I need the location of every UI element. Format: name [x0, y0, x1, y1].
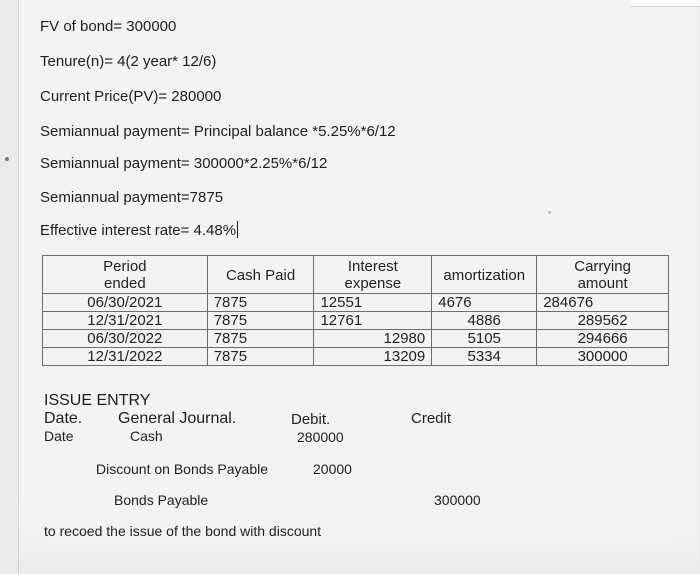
- cell-carrying: 289562: [537, 312, 669, 330]
- cell-carrying: 294666: [537, 330, 669, 348]
- header-period: Period ended: [43, 256, 208, 294]
- text-cursor: [237, 221, 238, 238]
- cell-amortization: 5334: [432, 348, 537, 366]
- header-amortization: amortization: [432, 256, 537, 294]
- cell-period: 06/30/2021: [43, 294, 208, 312]
- cell-cash: 7875: [207, 294, 314, 312]
- cell-interest: 12980: [314, 330, 432, 348]
- cell-cash: 7875: [207, 312, 314, 330]
- journal-date-label: Date: [44, 428, 74, 444]
- journal-cash-debit: 280000: [297, 429, 344, 445]
- semiannual-substitution-line: Semiannual payment= 300000*2.25%*6/12: [40, 155, 328, 172]
- amortization-table: [42, 255, 669, 366]
- journal-header-debit: Debit.: [291, 411, 331, 428]
- surface-speck: [548, 211, 551, 214]
- effective-rate-text: Effective interest rate= 4.48%: [40, 222, 237, 239]
- table-row: [43, 294, 669, 312]
- cell-amortization: 4886: [432, 312, 537, 330]
- effective-rate-line: [40, 221, 238, 239]
- cell-carrying: 284676: [537, 294, 669, 312]
- journal-bonds-account: Bonds Payable: [114, 492, 209, 508]
- cell-carrying: 300000: [537, 348, 669, 366]
- journal-bonds-credit: 300000: [434, 492, 481, 508]
- semiannual-result-line: Semiannual payment=7875: [40, 189, 224, 206]
- header-interest-expense: Interest expense: [314, 256, 432, 294]
- cell-interest: 12551: [314, 294, 432, 312]
- journal-header-credit: Credit: [411, 410, 452, 427]
- present-value-line: Current Price(PV)= 280000: [40, 88, 222, 105]
- journal-narration: to recoed the issue of the bond with discount: [44, 523, 322, 539]
- fv-line: FV of bond= 300000: [40, 18, 177, 35]
- journal-cash-account: Cash: [130, 428, 163, 444]
- cell-amortization: 5105: [432, 330, 537, 348]
- journal-discount-account: Discount on Bonds Payable: [96, 461, 268, 477]
- issue-entry-title: ISSUE ENTRY: [44, 392, 151, 409]
- cell-cash: 7875: [207, 348, 314, 366]
- table-row: [43, 312, 669, 330]
- tenure-line: Tenure(n)= 4(2 year* 12/6): [40, 53, 217, 70]
- table-row: [43, 348, 669, 366]
- cell-cash: 7875: [207, 330, 314, 348]
- table-row: [43, 330, 669, 348]
- cell-period: 12/31/2021: [43, 312, 208, 330]
- semiannual-formula-line: Semiannual payment= Principal balance *5.25%*6/12: [40, 123, 396, 140]
- top-edge-strip: [630, 0, 700, 7]
- cell-amortization: 4676: [432, 294, 537, 312]
- journal-header-general: General Journal.: [118, 410, 237, 427]
- header-cash-paid: Cash Paid: [207, 256, 314, 294]
- cell-period: 12/31/2022: [43, 348, 208, 366]
- header-carrying-amount: Carrying amount: [537, 256, 669, 294]
- table-header-row: [43, 256, 669, 294]
- journal-header-date: Date.: [44, 410, 83, 427]
- journal-discount-debit: 20000: [313, 461, 352, 477]
- cell-interest: 13209: [314, 348, 432, 366]
- margin-dot: [5, 157, 9, 161]
- cell-interest: 12761: [314, 312, 432, 330]
- cell-period: 06/30/2022: [43, 330, 208, 348]
